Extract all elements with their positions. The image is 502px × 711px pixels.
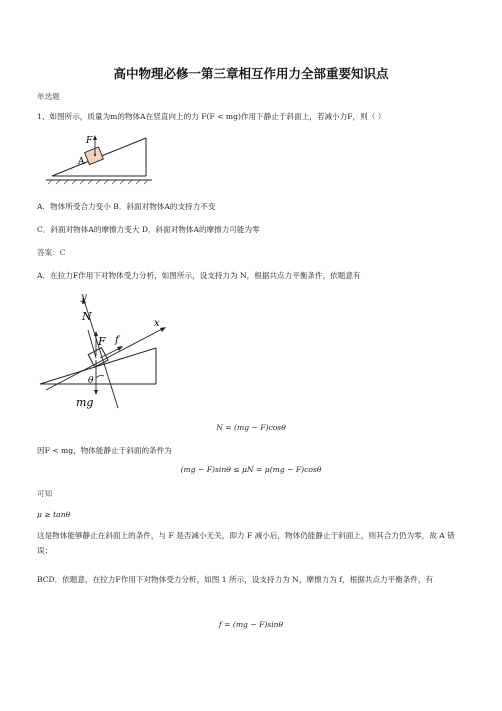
equation-1: N = (mg − F)cosθ (216, 423, 286, 432)
incline-figure-1 (40, 130, 160, 186)
ground-hatching (46, 180, 152, 184)
theta-label: θ (88, 376, 94, 386)
knowing-text: 可知 (37, 489, 53, 498)
analysis-a: A．在拉力F作用下对物体受力分析，如图所示，设支持力为 N，根据共点力平衡条件，依题意有 (37, 271, 361, 280)
options-ab: A．物体所受合力变小 B．斜面对物体A的支持力不变 (37, 202, 216, 211)
block-label: A (78, 157, 85, 167)
equation-4: f = (mg − F)sinθ (218, 620, 284, 629)
question-text: 1、如图所示，质量为m的物体A在竖直向上的力 F(F < mg)作用下静止于斜面上，若减小力F，则（ ） (37, 112, 386, 121)
incline-triangle-2 (40, 348, 156, 384)
page-title: 高中物理必修一第三章相互作用力全部重要知识点 (113, 66, 389, 81)
options-cd: C．斜面对物体A的摩擦力变大 D．斜面对物体A的摩擦力可能为零 (37, 225, 260, 234)
condition-line: 因F < mg，物体能静止于斜面的条件为 (37, 446, 172, 455)
friction-label: f (115, 335, 119, 346)
x-axis-label: x (154, 318, 160, 329)
section-label: 单选题 (37, 92, 60, 101)
force-label: F (86, 136, 93, 146)
analysis-bcd: BCD．依题意，在拉力F作用下对物体受力分析，如图 1 所示，设支持力为 N，摩擦力为 f，根据共点力平衡条件，有 (37, 575, 434, 584)
conclusion-paragraph: 这是物体能够静止在斜面上的条件，与 F 是否减小无关，即力 F 减小后，物体仍能静止于斜面上，则其合力仍为零，故 A 错误； (37, 531, 455, 555)
equation-3: μ ≥ tanθ (37, 510, 71, 519)
force-diagram (36, 288, 176, 410)
answer-text: 答案：C (37, 248, 66, 257)
y-axis-label: y (81, 292, 87, 303)
normal-force-label: N (82, 310, 92, 323)
f-force-label: F (98, 335, 106, 348)
equation-2: (mg − F)sinθ ≤ μN = μ(mg − F)cosθ (180, 465, 322, 474)
theta-arc (96, 375, 104, 378)
gravity-label: mg (76, 396, 94, 409)
